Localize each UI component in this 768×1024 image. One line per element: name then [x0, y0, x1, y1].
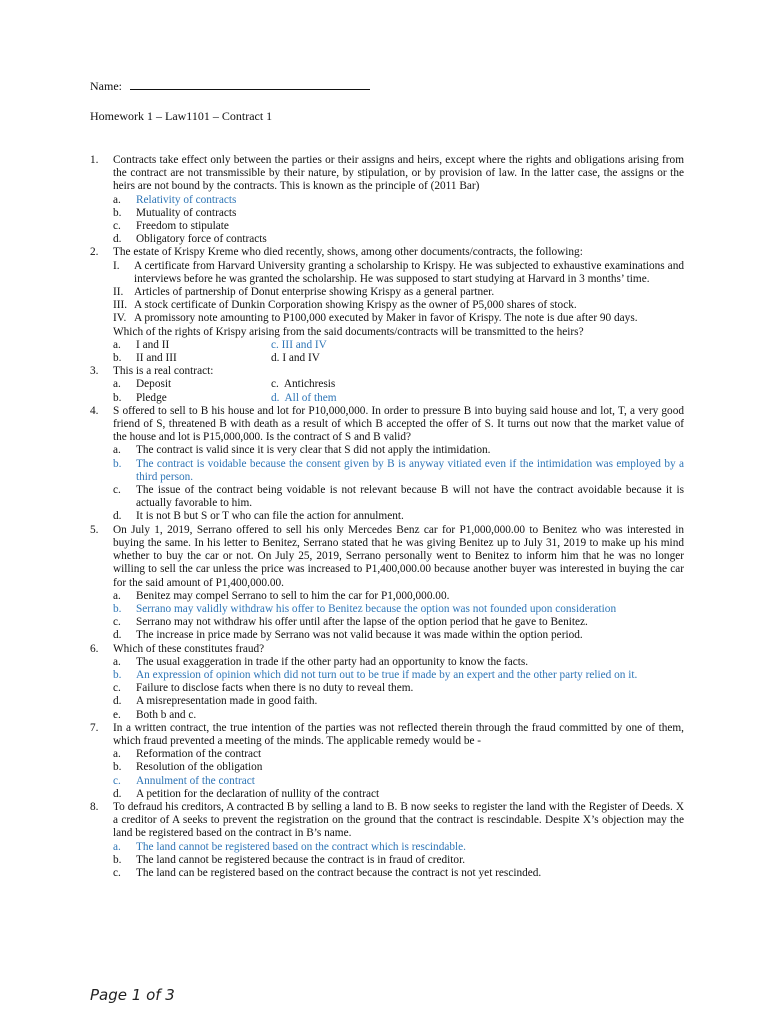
question-text: This is a real contract:	[113, 365, 214, 378]
question-1	[90, 154, 684, 246]
option-a: a. Reformation of the contract	[113, 748, 262, 761]
option-d: d. It is not B but S or T who can file the action for annulment.	[113, 510, 404, 523]
option-row: a. I and II c. III and IV	[113, 339, 684, 352]
question-5	[90, 524, 684, 643]
answer-option: An expression of opinion which did not turn out to be true if made by an expert and the other party relied on it.	[136, 668, 638, 681]
question-number: 2.	[90, 246, 99, 259]
option-a: a. The contract is valid since it is very clear that S did not apply the intimidation.	[113, 444, 491, 457]
option-row: a. Deposit c. Antichresis	[113, 378, 336, 391]
name-blank-line	[130, 78, 370, 90]
answer-option: The contract is voidable because the consent given by B is anyway vitiated even if the intimidation was employed by a third person.	[136, 457, 684, 483]
question-text: S offered to sell to B his house and lot for P10,000,000. In order to pressure B into buying said house and lot, T, a very good friend of S, threatened B with death as a result of which B accepted the offer of S. It turns out now that the market value of the house and lot is P15,000,000. Is the contract of S and B valid?	[113, 404, 684, 444]
document-item-4: IV. A promissory note amounting to P100,000 executed by Maker in favor of Krispy. The note is due after 90 days.	[113, 312, 638, 325]
question-3	[90, 365, 684, 405]
answer-option: Annulment of the contract	[136, 774, 255, 787]
question-6	[90, 643, 684, 722]
question-number: 8.	[90, 800, 99, 813]
option-c: c. Annulment of the contract	[113, 775, 684, 788]
question-followup: Which of the rights of Krispy arising from the said documents/contracts will be transmitted to the heirs?	[113, 325, 584, 338]
option-c: c. Freedom to stipulate	[113, 220, 229, 233]
question-7	[90, 722, 684, 801]
question-number: 1.	[90, 154, 99, 166]
option-c: c. The issue of the contract being voidable is not relevant because B will not have the contract avoidable because it is actually favorable to him.	[113, 484, 684, 510]
question-text: Contracts take effect only between the parties or their assigns and heirs, except where the rights and obligations arising from the contract are not transmissible by their nature, by stipulation, or by provision of law. In the latter case, the assigns or the heirs are not bound by the contracts. This is known as the principle of (2011 Bar)	[113, 154, 684, 193]
question-text: On July 1, 2019, Serrano offered to sell his only Mercedes Benz car for P1,000,000.00 to Benitez who was interested in buying the same. In his letter to Benitez, Serrano stated that he was giving Benitez up to July 31, 2019 to make up his mind whether to buy the car or not. On July 25, 2019, Serrano personally went to Benitez to inform him that he was no longer willing to sell the car unless the price was increased to P1,400,000.00 because another buyer was interested in buying the car for the said amount of P1,400,000.00.	[113, 523, 684, 589]
option-a: a. The usual exaggeration in trade if the other party had an opportunity to know the facts.	[113, 655, 529, 668]
option-row: b. II and III d. I and IV	[113, 352, 320, 365]
option-b: b. Resolution of the obligation	[113, 761, 263, 774]
option-b: b. Serrano may validly withdraw his offer to Benitez because the option was not founded upon consideration	[113, 603, 684, 616]
question-number: 7.	[90, 721, 99, 734]
option-b: b. Mutuality of contracts	[113, 206, 237, 219]
name-field-row	[90, 78, 370, 93]
question-8	[90, 801, 684, 880]
question-text: To defraud his creditors, A contracted B by selling a land to B. B now seeks to register the land with the Register of Deeds. X a creditor of A seeks to prevent the registration on the ground that the contract is rescindable. Despite X’s objection may the land be registered based on the contract in B’s name.	[113, 800, 684, 840]
page-number-footer: Page 1 of 3	[90, 986, 175, 1004]
option-e: e. Both b and c.	[113, 708, 197, 721]
option-c: c. Serrano may not withdraw his offer until after the lapse of the option period that he gave to Benitez.	[113, 616, 588, 629]
answer-option: The land cannot be registered based on the contract which is rescindable.	[136, 840, 466, 853]
document-item-3: III. A stock certificate of Dunkin Corporation showing Krispy as the owner of P5,000 shares of stock.	[113, 299, 577, 312]
option-a: a. Benitez may compel Serrano to sell to him the car for P1,000,000.00.	[113, 589, 450, 602]
option-d: d. A misrepresentation made in good faith.	[113, 695, 318, 708]
document-item-2: II. Articles of partnership of Donut enterprise showing Krispy as a general partner.	[113, 286, 495, 299]
question-2	[90, 246, 684, 365]
homework-title: Homework 1 – Law1101 – Contract 1	[90, 109, 273, 123]
question-number: 4.	[90, 404, 99, 417]
answer-option: d. All of them	[271, 391, 337, 404]
option-c: c. Failure to disclose facts when there is no duty to reveal them.	[113, 682, 414, 695]
option-d: d. Obligatory force of contracts	[113, 233, 267, 246]
option-b: b. The land cannot be registered because the contract is in fraud of creditor.	[113, 853, 466, 866]
answer-option: Serrano may validly withdraw his offer to Benitez because the option was not founded upon consideration	[136, 602, 617, 615]
answer-option: c. III and IV	[271, 338, 327, 351]
answer-option: Relativity of contracts	[136, 193, 237, 206]
option-b: b. An expression of opinion which did not turn out to be true if made by an expert and the other party relied on it.	[113, 669, 684, 682]
question-number: 3.	[90, 365, 99, 378]
option-c: c. The land can be registered based on the contract because the contract is not yet rescinded.	[113, 866, 542, 879]
question-number: 6.	[90, 642, 99, 655]
option-a: a. The land cannot be registered based on the contract which is rescindable.	[113, 841, 684, 854]
option-a: a. Relativity of contracts	[113, 194, 684, 207]
question-number: 5.	[90, 523, 99, 536]
question-text: The estate of Krispy Kreme who died recently, shows, among other documents/contracts, the following:	[113, 246, 583, 259]
document-item-1: I. A certificate from Harvard University granting a scholarship to Krispy. He was subjected to exhaustive examinations and interviews before he was granted the scholarship. He was supposed to start studying at Harvard in 3 months’ time.	[113, 259, 684, 285]
question-4	[90, 405, 684, 524]
question-list	[90, 154, 684, 880]
option-d: d. The increase in price made by Serrano was not valid because it was made within the option period.	[113, 629, 583, 642]
name-label: Name:	[90, 79, 122, 93]
option-d: d. A petition for the declaration of nullity of the contract	[113, 787, 380, 800]
option-row: b. Pledge d. All of them	[113, 392, 684, 405]
question-text: Which of these constitutes fraud?	[113, 642, 265, 655]
question-text: In a written contract, the true intention of the parties was not reflected therein through the fraud committed by one of them, which fraud prevented a meeting of the minds. The applicable remedy would be -	[113, 721, 684, 747]
option-b: b. The contract is voidable because the consent given by B is anyway vitiated even if the intimidation was employed by a third person.	[113, 457, 684, 483]
